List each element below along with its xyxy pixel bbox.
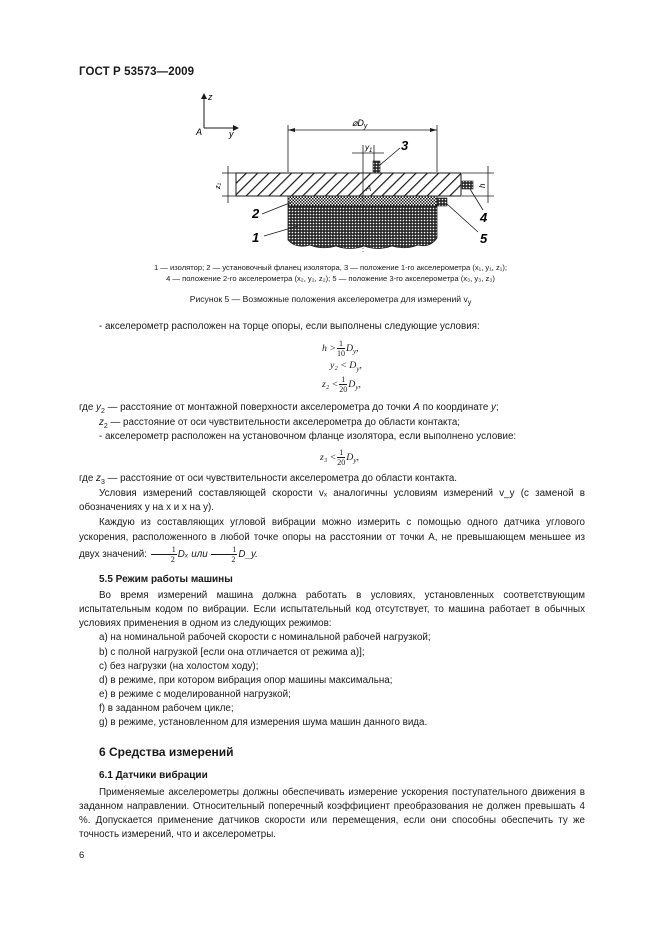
callout-2: 2 bbox=[252, 206, 260, 221]
paragraph-condition-flange: - акселерометр расположен на установочном фланце изолятора, если выполнено условие: bbox=[99, 431, 517, 442]
formula-z3: z₃ < $\frac{1}{20}$ $D_y$, bbox=[320, 448, 359, 467]
list-item: d) в режиме, при котором вибрация опор машины максимальна; bbox=[99, 675, 393, 686]
isolator-flange bbox=[288, 196, 437, 206]
paragraph-where-z2: $z_2$ — расстояние от оси чувствительности акселерометра до области контакта; bbox=[99, 417, 461, 430]
accelerometer-1 bbox=[373, 161, 380, 173]
formula-z2: z₂ < $\frac{1}{20}$ $D_y$, bbox=[322, 375, 361, 394]
list-item: f) в заданном рабочем цикле; bbox=[99, 703, 234, 714]
diameter-label: $⌀D_y$ bbox=[352, 118, 368, 130]
list-item: e) в режиме с моделированной нагрузкой; bbox=[99, 689, 291, 700]
paragraph-angular-vibration: Каждую из составляющих угловой вибрации можно измерить с помощью одного датчика углового ускорения, расположенного в любой точке опоры на расстоянии от точки A, не превышающем меньшее из двух значений: $\frac{1}{2}$ Dₓ или $\frac{1}{2}$ D_y. bbox=[79, 517, 585, 564]
accelerometer-3 bbox=[437, 198, 447, 206]
list-item: b) с полной нагрузкой [если она отличается от режима а)]; bbox=[99, 647, 365, 658]
list-item: g) в режиме, установленном для измерения шума машин данного вида. bbox=[99, 717, 428, 728]
page-number: 6 bbox=[79, 850, 85, 861]
accelerometer-2 bbox=[462, 181, 473, 189]
y1-label: $y_1$ bbox=[365, 143, 373, 154]
section-6-1-heading: 6.1 Датчики вибрации bbox=[99, 770, 208, 781]
a-axis-label: A bbox=[196, 127, 203, 137]
callout-3: 3 bbox=[401, 138, 409, 153]
formula-y2: $y_2 < D_y$, bbox=[330, 360, 362, 373]
y-axis-label: y bbox=[229, 129, 234, 139]
formula-h: h > $\frac{1}{10}$ $D_y$, bbox=[322, 339, 359, 358]
paragraph-condition-end: - акселерометр расположен на торце опоры, если выполнены следующие условия: bbox=[99, 321, 480, 332]
figure-5-diagram bbox=[0, 85, 661, 265]
callout-5: 5 bbox=[480, 231, 488, 246]
paragraph-operating-mode: Во время измерений машина должна работать в условиях, установленных соответствующим испытательным кодом по вибрации. Если испытательный код отсутствует, то машина работает в обычных условиях применения в одном из следующих режимов: bbox=[79, 590, 585, 629]
callout-1: 1 bbox=[252, 230, 260, 245]
paragraph-where-z3: где $z_3$ — расстояние от оси чувствительности акселерометра до области контакта. bbox=[79, 473, 458, 486]
figure-legend-line-2: 4 — положение 2-го акселерометра (x₂, y₂, z₂); 5 — положение 3-го акселерометра (x₃, y₃, z₃) bbox=[166, 274, 495, 283]
z-axis-label: z bbox=[208, 92, 213, 102]
list-item: a) на номинальной рабочей скорости с номинальной рабочей нагрузкой; bbox=[99, 632, 431, 643]
callout-4: 4 bbox=[480, 210, 488, 225]
list-item: c) без нагрузки (на холостом ходу); bbox=[99, 661, 259, 672]
point-a-label: A bbox=[366, 184, 372, 193]
figure-title: Рисунок 5 — Возможные положения акселерометра для измерений $v_y$ bbox=[189, 294, 472, 307]
paragraph-where-y2: где $y_2$ — расстояние от монтажной поверхности акселерометра до точки A по координате y; bbox=[79, 402, 499, 415]
z1-label: z₁ bbox=[213, 182, 222, 189]
section-6-heading: 6 Средства измерений bbox=[99, 745, 234, 759]
isolator-body bbox=[288, 206, 437, 249]
h-label: h bbox=[478, 183, 487, 188]
document-header: ГОСТ Р 53573—2009 bbox=[79, 66, 195, 78]
paragraph-vx-conditions: Условия измерений составляющей скорости vₓ аналогичны условиям измерений v_y (с заменой в обозначениях y на x и x на y). bbox=[79, 488, 585, 513]
paragraph-vibration-sensors: Применяемые акселерометры должны обеспечивать измерение ускорения поступательного движения в заданном направлении. Относительный поперечный коэффициент преобразования не должен превышать 4 %. Допускается применение датчиков скорости или перемещения, если они способны обеспечить ту же точность измерений, что и акселерометры. bbox=[79, 787, 585, 840]
section-5-5-heading: 5.5 Режим работы машины bbox=[99, 574, 233, 585]
support-plate bbox=[236, 173, 461, 196]
figure-legend-line-1: 1 — изолятор; 2 — установочный фланец изолятора, 3 — положение 1-го акселерометра (x₁, y₁, z₁); bbox=[153, 263, 508, 272]
